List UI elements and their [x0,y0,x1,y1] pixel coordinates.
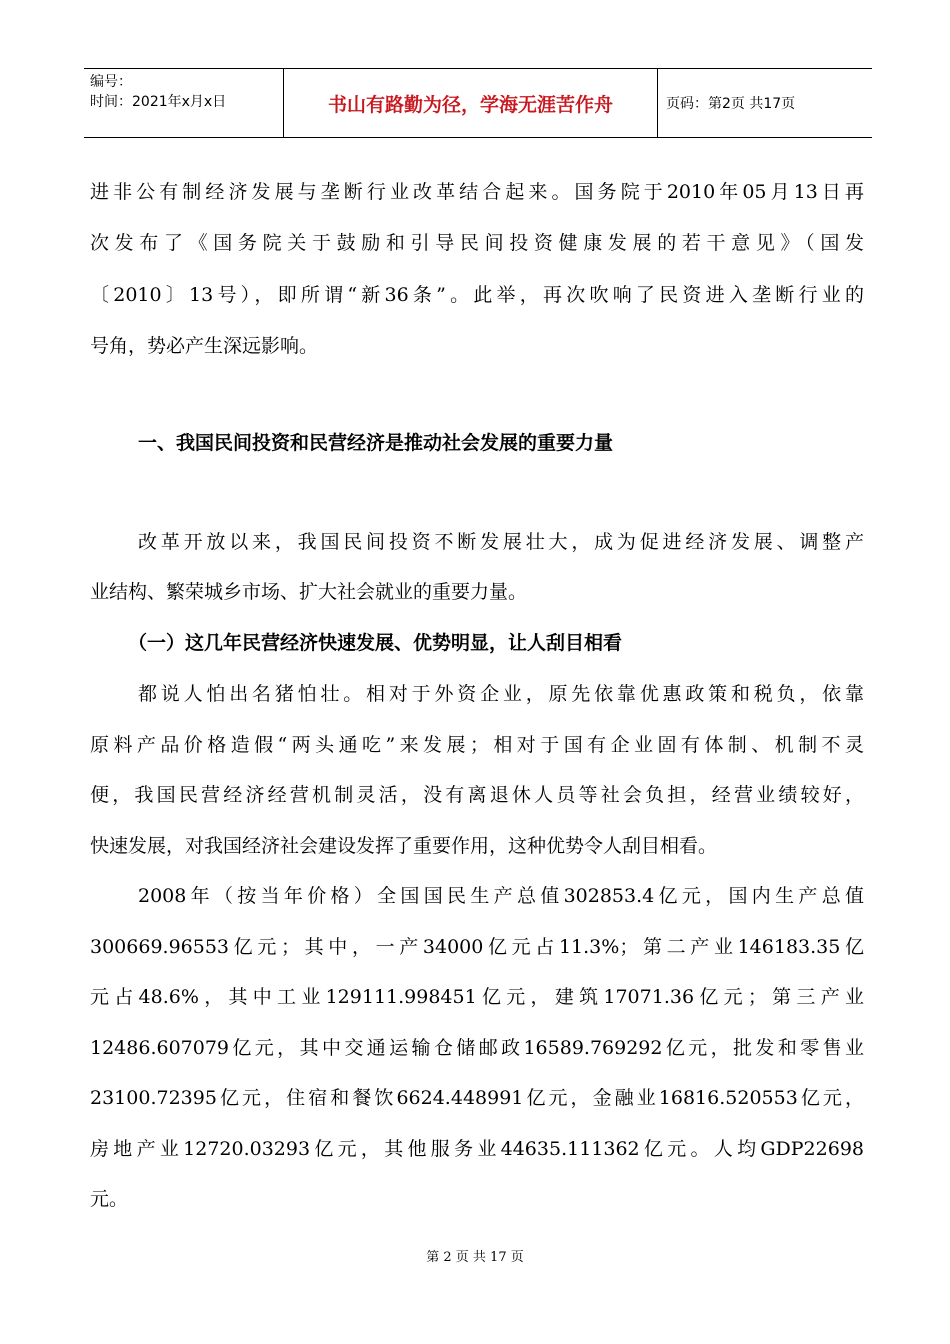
document-time-label: 时间：2021年x月x日 [90,94,227,110]
paragraph-line: 〔2010〕13号），即所谓“新36条”。此举，再次吹响了民资进入垄断行业的 [90,284,864,306]
header-meta [84,69,284,137]
paragraph-line: 房地产业12720.03293亿元，其他服务业44635.111362亿元。人均GDP22698 [90,1138,864,1160]
header-table [84,68,872,138]
paragraph-line: 12486.607079亿元，其中交通运输仓储邮政16589.769292亿元，批发和零售业 [90,1037,864,1059]
paragraph-line: 快速发展，对我国经济社会建设发挥了重要作用，这种优势令人刮目相看。 [90,835,718,857]
page-footer: 第 2 页 共 17 页 [426,1250,524,1265]
paragraph-line: 进非公有制经济发展与垄断行业改革结合起来。国务院于2010年05月13日再 [90,181,864,203]
paragraph-line: 23100.72395亿元，住宿和餐饮6624.448991亿元，金融业16816.520553亿元， [90,1087,864,1109]
header-motto: 书山有路勤为径，学海无涯苦作舟 [284,69,658,137]
paragraph-line: 次发布了《国务院关于鼓励和引导民间投资健康发展的若干意见》（国发 [90,232,864,254]
paragraph-line: 改革开放以来，我国民间投资不断发展壮大，成为促进经济发展、调整产 [138,531,864,553]
paragraph-line: 300669.96553亿元；其中，一产34000亿元占11.3%；第二产业146183.35亿 [90,936,864,958]
header-page-info: 页码：第2页 共17页 [666,96,796,112]
paragraph-line: 2008年（按当年价格）全国国民生产总值302853.4亿元，国内生产总值 [138,885,864,907]
paragraph-line: 都说人怕出名猪怕壮。相对于外资企业，原先依靠优惠政策和税负，依靠 [138,683,864,705]
paragraph-line: 便，我国民营经济经营机制灵活，没有离退休人员等社会负担，经营业绩较好， [90,784,864,806]
paragraph-line: 元占48.6%，其中工业129111.998451亿元，建筑17071.36亿元；第三产业 [90,986,864,1008]
paragraph-line: 号角，势必产生深远影响。 [90,335,319,357]
section-heading: 一、我国民间投资和民营经济是推动社会发展的重要力量 [138,432,614,454]
document-number-label: 编号： [90,74,132,90]
paragraph-line: 原料产品价格造假“两头通吃”来发展；相对于国有企业固有体制、机制不灵 [90,734,864,756]
subsection-heading: （一）这几年民营经济快速发展、优势明显，让人刮目相看 [128,632,623,654]
paragraph-line: 元。 [90,1188,129,1210]
paragraph-line: 业结构、繁荣城乡市场、扩大社会就业的重要力量。 [90,581,528,603]
